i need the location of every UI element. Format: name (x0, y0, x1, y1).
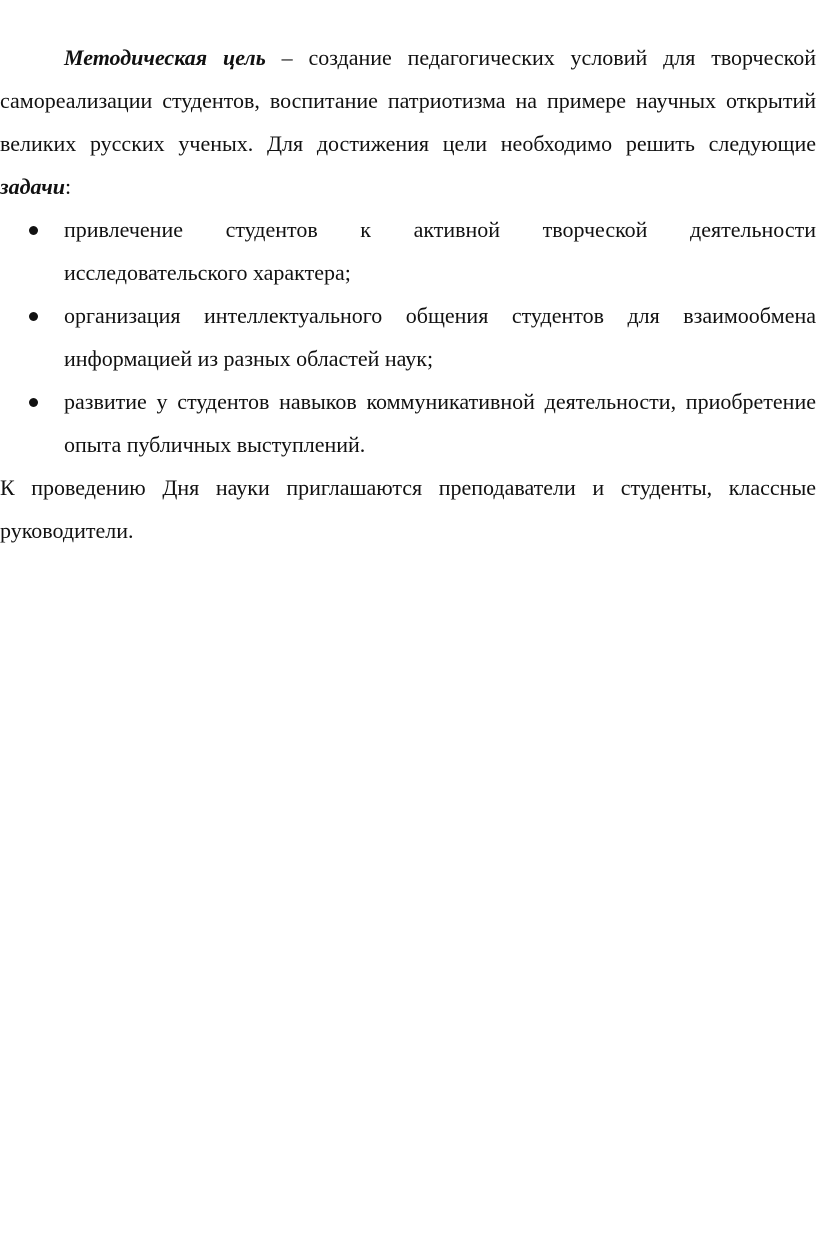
list-item (0, 294, 816, 380)
task-text: привлечение студентов к активной творческой деятельности исследовательского характера; (64, 217, 816, 285)
tasks-list (0, 208, 816, 466)
list-item (0, 208, 816, 294)
list-item (0, 380, 816, 466)
colon: : (65, 174, 72, 199)
bullet-icon (29, 226, 38, 235)
goal-term: Методическая цель (64, 45, 266, 70)
goal-paragraph (0, 36, 816, 208)
task-text: организация интеллектуального общения студентов для взаимообмена информацией из разных областей наук; (64, 303, 816, 371)
task-text: развитие у студентов навыков коммуникативной деятельности, приобретение опыта публичных выступлений. (64, 389, 816, 457)
tasks-word: задачи (0, 174, 65, 199)
document-page (0, 36, 816, 552)
closing-paragraph: К проведению Дня науки приглашаются преподаватели и студенты, классные руководители. (0, 475, 816, 543)
bullet-icon (29, 398, 38, 407)
goal-text: – создание педагогических условий для творческой самореализации студентов, воспитание патриотизма на примере научных открытий великих русских ученых. Для достижения цели необходимо решить следующие (0, 45, 816, 156)
bullet-icon (29, 312, 38, 321)
